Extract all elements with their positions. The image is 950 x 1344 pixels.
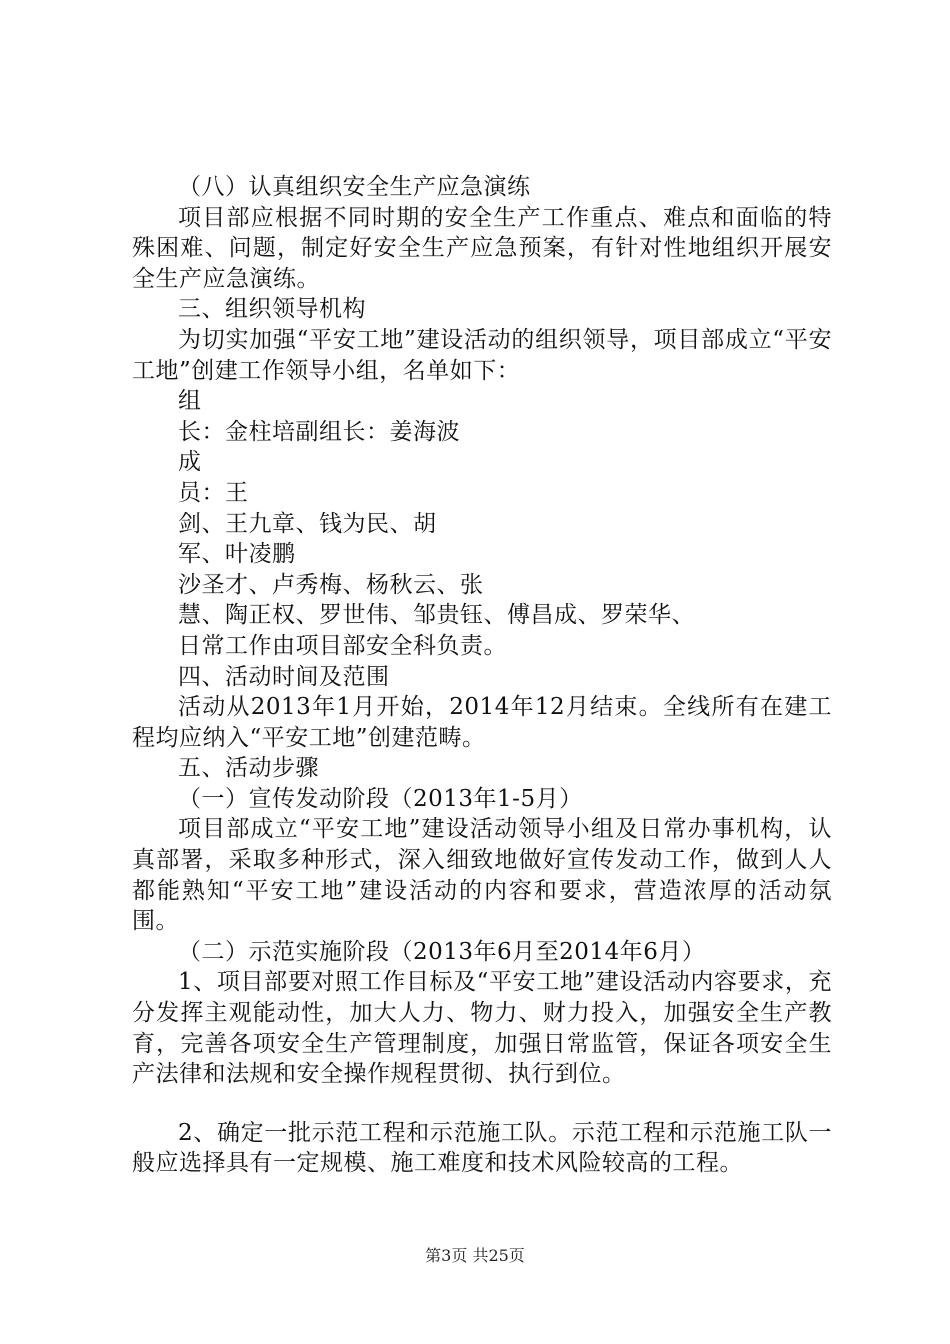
subsection-heading: （二）示范实施阶段（2013年6月至2014年6月） [178,938,706,965]
paragraph: 成 [178,449,202,476]
paragraph: 活动从2013年1月开始，2014年12月结束。全线所有在建工程均应纳入“平安工地”创建范畴。 [132,694,832,751]
paragraph: 剑、王九章、钱为民、胡 [178,510,437,537]
section-heading: 三、组织领导机构 [178,296,366,323]
paragraph: 1、项目部要对照工作目标及“平安工地”建设活动内容要求，充分发挥主观能动性，加大人力、物力、财力投入，加强安全生产教育，完善各项安全生产管理制度，加强日常监管，保证各项安全生产法律和法规和安全操作规程贯彻、执行到位。 [132,969,832,1088]
paragraph: 日常工作由项目部安全科负责。 [178,632,507,659]
paragraph: 项目部成立“平安工地”建设活动领导小组及日常办事机构，认真部署，采取多种形式，深入细致地做好宣传发动工作，做到人人都能熟知“平安工地”建设活动的内容和要求，营造浓厚的活动氛围。 [132,816,832,935]
section-heading: 五、活动步骤 [178,755,319,782]
paragraph: 慧、陶正权、罗世伟、邹贵钰、傅昌成、罗荣华、 [178,602,695,629]
section-heading: 四、活动时间及范围 [178,663,390,690]
paragraph: 项目部应根据不同时期的安全生产工作重点、难点和面临的特殊困难、问题，制定好安全生产应急预案，有针对性地组织开展安全生产应急演练。 [132,204,832,292]
paragraph: 为切实加强“平安工地”建设活动的组织领导，项目部成立“平安工地”创建工作领导小组，名单如下： [132,326,832,384]
section-heading: （八）认真组织安全生产应急演练 [178,174,531,200]
document-body [132,172,832,1179]
paragraph: 军、叶凌鹏 [178,541,296,568]
subsection-heading: （一）宣传发动阶段（2013年1-5月） [178,785,583,812]
paragraph: 沙圣才、卢秀梅、杨秋云、张 [178,571,484,598]
paragraph: 长：金柱培副组长：姜海波 [178,418,460,445]
paragraph: 员：王 [178,479,249,506]
paragraph: 2、确定一批示范工程和示范施工队。示范工程和示范施工队一般应选择具有一定规模、施工难度和技术风险较高的工程。 [132,1119,832,1177]
page-number: 第3页 共25页 [425,1246,525,1265]
paragraph: 组 [178,388,202,415]
